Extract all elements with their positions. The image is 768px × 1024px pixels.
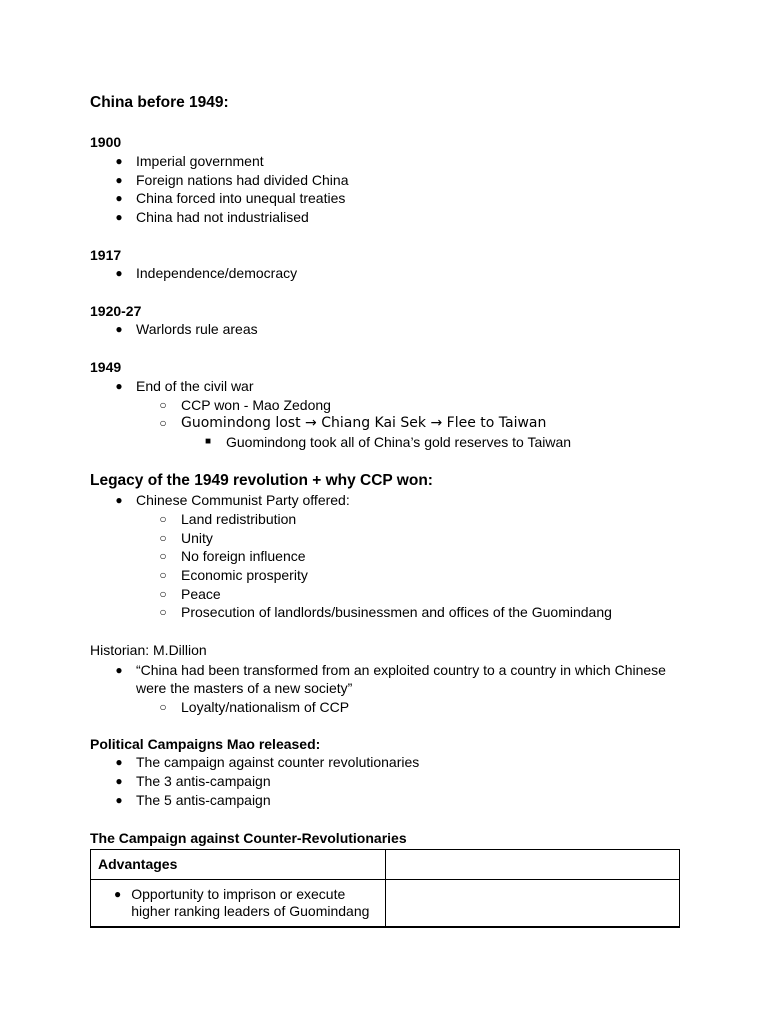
sub-list-item: No foreign influence <box>181 548 306 564</box>
circle-bullet-marker: ○ <box>159 416 167 430</box>
bullet-marker: ● <box>115 493 123 507</box>
cell-text <box>131 886 369 920</box>
sub-list-item: Economic prosperity <box>181 567 308 583</box>
circle-bullet-marker: ○ <box>159 531 167 545</box>
sub-list-item: Guomindong lost → Chiang Kai Sek → Flee to Taiwan <box>181 415 547 431</box>
cell-list-item <box>98 886 378 920</box>
list-item: End of the civil war <box>136 378 254 394</box>
circle-bullet-marker: ○ <box>159 549 167 563</box>
list-item: China forced into unequal treaties <box>136 190 346 206</box>
circle-bullet-marker: ○ <box>159 512 167 526</box>
cell-text-line: higher ranking leaders of Guomindang <box>131 903 370 919</box>
list-item: The 3 antis-campaign <box>136 773 271 789</box>
sub-sub-list-item: Guomindong took all of China’s gold reserves to Taiwan <box>226 434 572 450</box>
list-item: Warlords rule areas <box>136 321 258 337</box>
cell-text-line: Opportunity to imprison or execute <box>131 886 346 902</box>
section-heading-1949: 1949 <box>90 359 122 375</box>
sub-list-item: Land redistribution <box>181 511 297 527</box>
list-item: Foreign nations had divided China <box>136 172 349 188</box>
table-row <box>91 880 680 928</box>
sub-list-item: Unity <box>181 530 213 546</box>
quote-line: “China had been transformed from an exploited country to a country in which Chinese <box>136 662 666 678</box>
section-heading-1900: 1900 <box>90 134 122 150</box>
advantages-table <box>90 849 680 928</box>
list-item: Independence/democracy <box>136 265 298 281</box>
square-bullet-marker: ■ <box>204 436 212 447</box>
bullet-marker: ● <box>115 173 123 187</box>
circle-bullet-marker: ○ <box>159 587 167 601</box>
quote-line: were the masters of a new society” <box>136 680 353 696</box>
bullet-marker: ● <box>115 210 123 224</box>
bullet-marker: ● <box>115 755 123 769</box>
section-heading-1920-27: 1920-27 <box>90 303 142 319</box>
section-heading-1917: 1917 <box>90 247 122 263</box>
list-item: The 5 antis-campaign <box>136 792 271 808</box>
table-cell-empty <box>386 880 680 928</box>
bullet-marker: ● <box>115 191 123 205</box>
page-title: China before 1949: <box>90 94 229 111</box>
bullet-marker: ● <box>115 322 123 336</box>
section-heading-legacy: Legacy of the 1949 revolution + why CCP won: <box>90 472 433 489</box>
bullet-marker: ● <box>115 379 123 393</box>
sub-list-item: Peace <box>181 586 221 602</box>
bullet-marker: ● <box>114 887 122 901</box>
table-cell <box>91 880 386 928</box>
list-item: The campaign against counter revolutionaries <box>136 754 420 770</box>
sub-list-item: CCP won - Mao Zedong <box>181 397 331 413</box>
bullet-marker: ● <box>115 793 123 807</box>
circle-bullet-marker: ○ <box>159 605 167 619</box>
bullet-marker: ● <box>115 663 123 677</box>
historian-label: Historian: M.Dillion <box>90 642 207 658</box>
list-item: Chinese Communist Party offered: <box>136 492 350 508</box>
circle-bullet-marker: ○ <box>159 568 167 582</box>
table-header-advantages: Advantages <box>91 850 386 880</box>
table-heading: The Campaign against Counter-Revolutionaries <box>90 830 407 846</box>
section-heading-campaigns: Political Campaigns Mao released: <box>90 736 321 752</box>
list-item: China had not industrialised <box>136 209 309 225</box>
bullet-marker: ● <box>115 154 123 168</box>
bullet-marker: ● <box>115 774 123 788</box>
table-header-row <box>91 850 680 880</box>
sub-list-item: Loyalty/nationalism of CCP <box>181 699 350 715</box>
bullet-marker: ● <box>115 266 123 280</box>
circle-bullet-marker: ○ <box>159 700 167 714</box>
table-header-empty <box>386 850 680 880</box>
circle-bullet-marker: ○ <box>159 398 167 412</box>
list-item: Imperial government <box>136 153 264 169</box>
sub-list-item: Prosecution of landlords/businessmen and offices of the Guomindang <box>181 604 612 620</box>
